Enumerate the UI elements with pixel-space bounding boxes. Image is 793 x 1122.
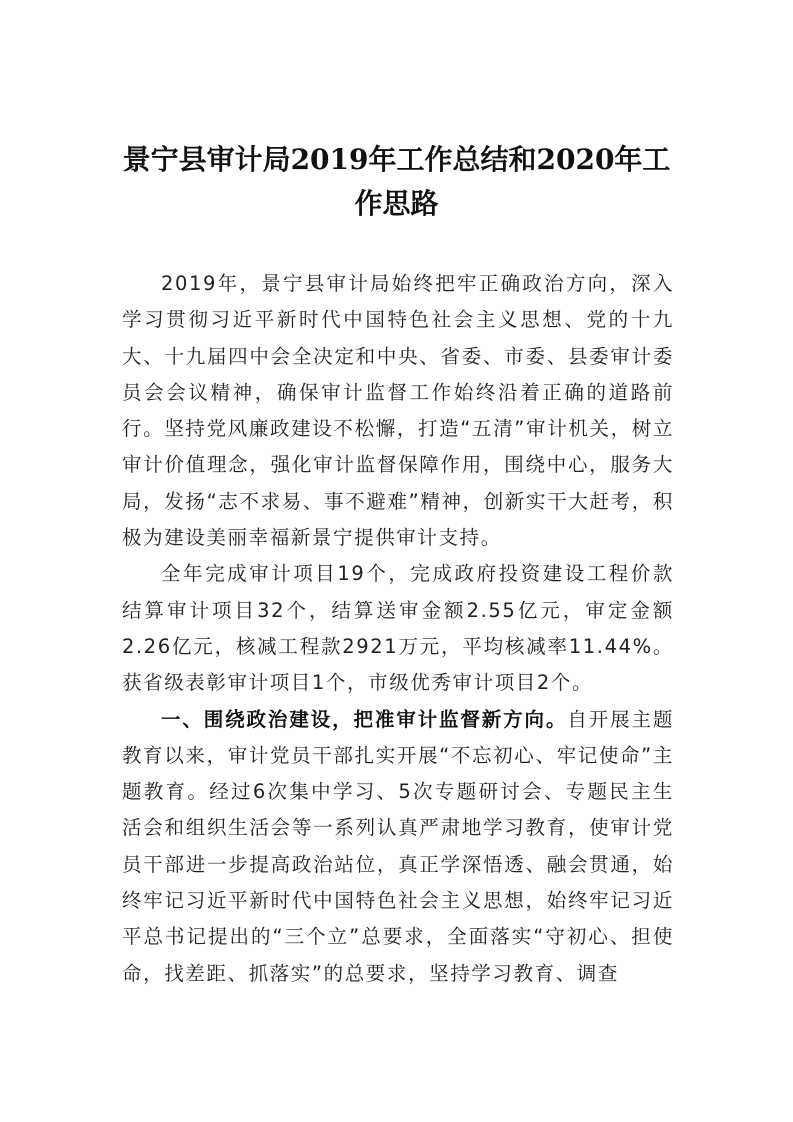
paragraph-text: 自开展主题教育以来，审计党员干部扎实开展“不忘初心、牢记使命”主题教育。经过6次集中学习、5次专题研讨会、专题民主生活会和组织生活会等一系列认真严肃地学习教育，使审计党员干部进一步提高政治站位，真正学深悟透、融会贯通，始终牢记习近平新时代中国特色社会主义思想，始终牢记习近平总书记提出的“三个立”总要求，全面落实“守初心、担使命，找差距、抓落实”的总要求，坚持学习教育、调查 [122, 707, 674, 985]
section-heading: 一、围绕政治建设，把准审计监督新方向。 [161, 707, 568, 731]
paragraph-text: 全年完成审计项目19个，完成政府投资建设工程价款结算审计项目32个，结算送审金额2.55亿元，审定金额2.26亿元，核减工程款2921万元，平均核减率11.44%。获省级表彰审计项目1个，市级优秀审计项目2个。 [122, 562, 674, 695]
paragraph-section-one [122, 702, 674, 992]
paragraph-statistics [122, 556, 674, 701]
paragraph-intro [122, 266, 674, 556]
paragraph-text: 2019年，景宁县审计局始终把牢正确政治方向，深入学习贯彻习近平新时代中国特色社会主义思想、党的十九大、十九届四中会全决定和中央、省委、市委、县委审计委员会会议精神，确保审计监督工作始终沿着正确的道路前行。坚持党风廉政建设不松懈，打造“五清”审计机关，树立审计价值理念，强化审计监督保障作用，围绕中心，服务大局，发扬“志不求易、事不避难”精神，创新实干大赶考，积极为建设美丽幸福新景宁提供审计支持。 [122, 272, 674, 550]
document-body [122, 266, 674, 992]
document-title: 景宁县审计局2019年工作总结和2020年工作思路 [122, 143, 671, 220]
